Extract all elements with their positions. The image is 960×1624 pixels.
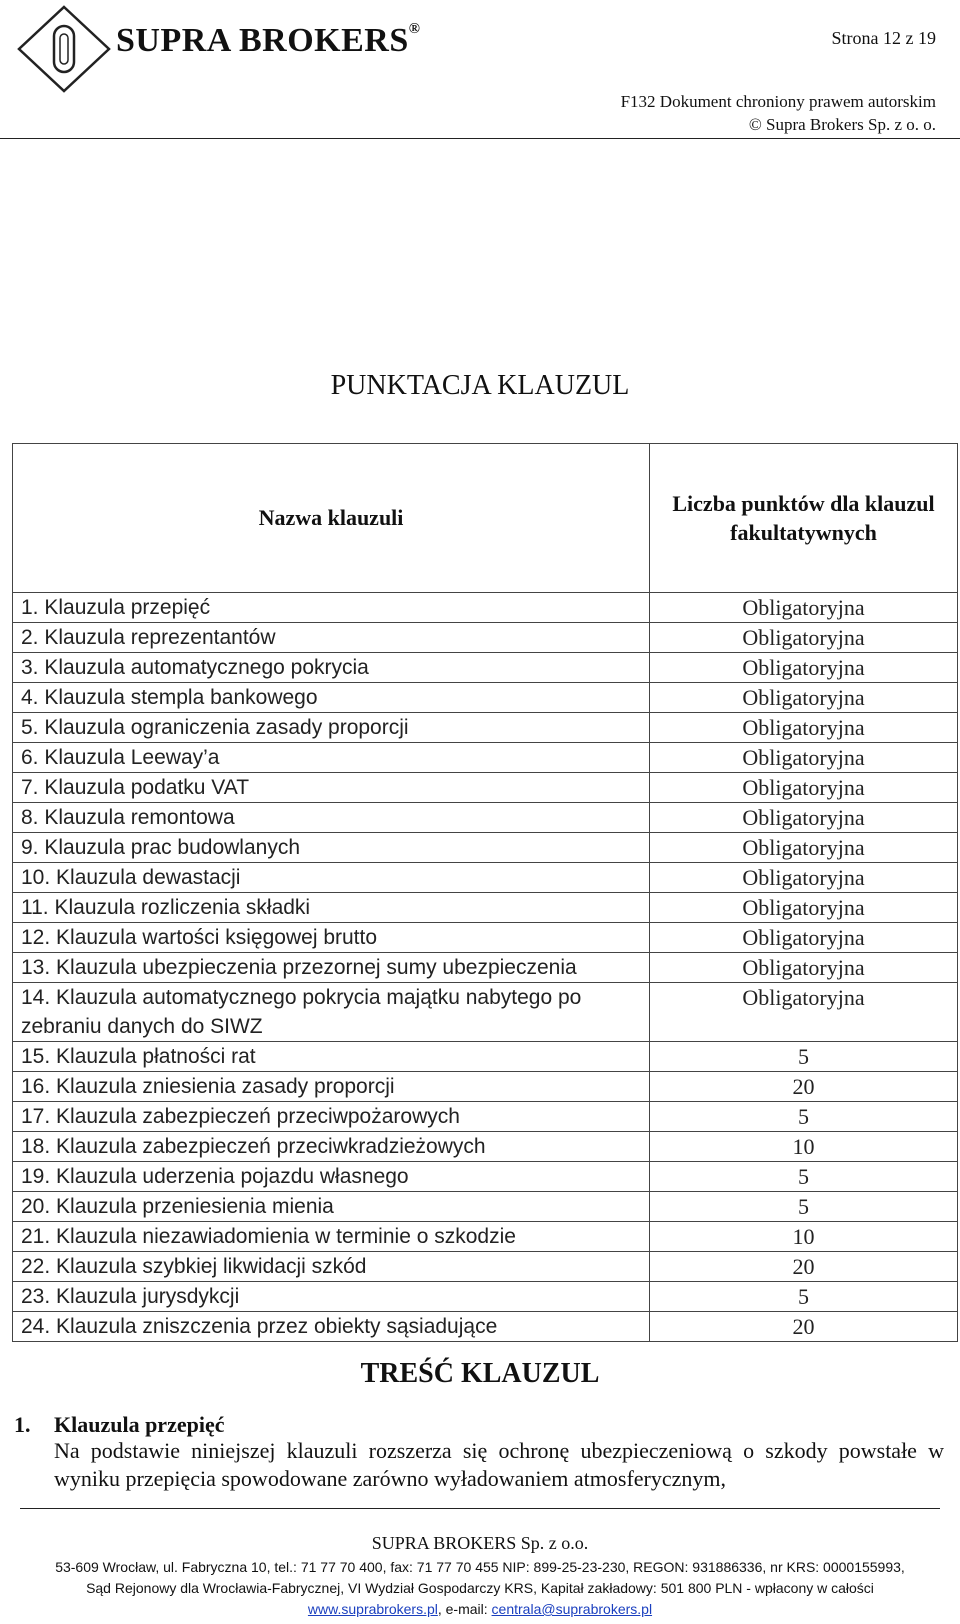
table-row — [13, 1252, 958, 1282]
table-row — [13, 1072, 958, 1102]
clause-name-cell: 2. Klauzula reprezentantów — [13, 623, 650, 653]
clause-name-cell: 24. Klauzula zniszczenia przez obiekty sąsiadujące — [13, 1312, 650, 1342]
table-row — [13, 1102, 958, 1132]
clause-points-cell: 10 — [650, 1132, 958, 1162]
clause-heading-text: Klauzula przepięć — [54, 1412, 225, 1437]
table-header-row — [13, 444, 958, 593]
clause-name-cell: 13. Klauzula ubezpieczenia przezornej sumy ubezpieczenia — [13, 953, 650, 983]
clause-points-cell: Obligatoryjna — [650, 923, 958, 953]
clause-points-table — [12, 443, 958, 1342]
clause-name-cell: 21. Klauzula niezawiadomienia w terminie o szkodzie — [13, 1222, 650, 1252]
footer-divider — [20, 1508, 940, 1509]
clause-name-cell: 10. Klauzula dewastacji — [13, 863, 650, 893]
clause-points-cell: Obligatoryjna — [650, 623, 958, 653]
table-row — [13, 1132, 958, 1162]
footer-registry: Sąd Rejonowy dla Wrocławia-Fabrycznej, VI Wydział Gospodarczy KRS, Kapitał zakładowy: 501 800 PLN - wpłacony w całości — [86, 1580, 874, 1596]
clause-points-cell: Obligatoryjna — [650, 593, 958, 623]
footer-contact — [0, 1601, 960, 1617]
column-header-points: Liczba punktów dla klauzul fakultatywnych — [650, 444, 958, 593]
clause-points-cell: Obligatoryjna — [650, 953, 958, 983]
table-row — [13, 623, 958, 653]
brand-text: SUPRA BROKERS — [116, 22, 409, 59]
clause-points-cell: 5 — [650, 1282, 958, 1312]
clause-points-cell: Obligatoryjna — [650, 713, 958, 743]
table-row — [13, 1192, 958, 1222]
page-title: PUNKTACJA KLAUZUL — [330, 370, 630, 401]
clause-name-cell: 5. Klauzula ograniczenia zasady proporcji — [13, 713, 650, 743]
brand-name — [116, 22, 420, 60]
clause-name-cell: 12. Klauzula wartości księgowej brutto — [13, 923, 650, 953]
clause-name-cell: 3. Klauzula automatycznego pokrycia — [13, 653, 650, 683]
clause-points-cell: Obligatoryjna — [650, 863, 958, 893]
table-row — [13, 683, 958, 713]
table-row — [13, 713, 958, 743]
table-row — [13, 893, 958, 923]
clause-points-cell: Obligatoryjna — [650, 773, 958, 803]
clause-name-cell: 18. Klauzula zabezpieczeń przeciwkradzieżowych — [13, 1132, 650, 1162]
table-row — [13, 593, 958, 623]
document-notice-line1: F132 Dokument chroniony prawem autorskim — [620, 92, 936, 111]
clause-name-cell: 16. Klauzula zniesienia zasady proporcji — [13, 1072, 650, 1102]
clause-name-cell: 8. Klauzula remontowa — [13, 803, 650, 833]
table-row — [13, 983, 958, 1042]
clause-name-cell: 11. Klauzula rozliczenia składki — [13, 893, 650, 923]
clause-points-cell: 20 — [650, 1252, 958, 1282]
clause-points-cell: Obligatoryjna — [650, 653, 958, 683]
table-row — [13, 923, 958, 953]
table-row — [13, 743, 958, 773]
clause-name-cell: 23. Klauzula jurysdykcji — [13, 1282, 650, 1312]
clause-points-cell: 5 — [650, 1042, 958, 1072]
column-header-clause-name: Nazwa klauzuli — [13, 444, 650, 593]
registered-mark: ® — [408, 20, 421, 37]
header-divider — [0, 138, 960, 139]
clause-name-cell: 7. Klauzula podatku VAT — [13, 773, 650, 803]
clause-name-cell: 17. Klauzula zabezpieczeń przeciwpożarowych — [13, 1102, 650, 1132]
clause-name-cell: 1. Klauzula przepięć — [13, 593, 650, 623]
email-label: , e-mail: — [437, 1601, 492, 1617]
clause-name-cell: 9. Klauzula prac budowlanych — [13, 833, 650, 863]
clause-points-cell: 5 — [650, 1192, 958, 1222]
clause-points-cell: Obligatoryjna — [650, 803, 958, 833]
clause-points-cell: Obligatoryjna — [650, 833, 958, 863]
table-body — [13, 593, 958, 1342]
table-row — [13, 1222, 958, 1252]
table-row — [13, 773, 958, 803]
table-row — [13, 1042, 958, 1072]
clause-name-cell: 22. Klauzula szybkiej likwidacji szkód — [13, 1252, 650, 1282]
clause-name-cell: 6. Klauzula Leeway’a — [13, 743, 650, 773]
table-row — [13, 863, 958, 893]
website-link[interactable]: www.suprabrokers.pl — [307, 1601, 438, 1617]
footer-company: SUPRA BROKERS Sp. z o.o. — [371, 1533, 589, 1553]
document-notice-line2: © Supra Brokers Sp. z o. o. — [748, 115, 936, 134]
clause-heading — [14, 1412, 224, 1438]
clause-points-cell: Obligatoryjna — [650, 983, 958, 1042]
clause-name-cell: 15. Klauzula płatności rat — [13, 1042, 650, 1072]
clause-points-cell: 5 — [650, 1162, 958, 1192]
section-title: TREŚĆ KLAUZUL — [360, 1358, 600, 1389]
page-number: Strona 12 z 19 — [831, 28, 936, 48]
email-link[interactable]: centrala@suprabrokers.pl — [491, 1601, 653, 1617]
footer-address: 53-609 Wrocław, ul. Fabryczna 10, tel.: 71 77 70 400, fax: 71 77 70 455 NIP: 899-25-23-230, REGON: 931886336, nr KRS: 0000155993, — [55, 1559, 905, 1575]
clause-points-cell: 20 — [650, 1312, 958, 1342]
table-row — [13, 1162, 958, 1192]
clause-points-cell: Obligatoryjna — [650, 683, 958, 713]
table-row — [13, 1312, 958, 1342]
table-row — [13, 833, 958, 863]
clause-points-cell: 5 — [650, 1102, 958, 1132]
document-notice — [621, 90, 936, 136]
clause-name-cell: 4. Klauzula stempla bankowego — [13, 683, 650, 713]
clause-text: Na podstawie niniejszej klauzuli rozszerza się ochronę ubezpieczeniową o szkody powstałe w wyniku przepięcia spowodowane zarówno wyładowaniem atmosferycznym, — [54, 1438, 944, 1491]
table-row — [13, 653, 958, 683]
table-row — [13, 1282, 958, 1312]
table-row — [13, 953, 958, 983]
clause-points-cell: Obligatoryjna — [650, 743, 958, 773]
clause-number: 1. — [14, 1412, 31, 1437]
table-row — [13, 803, 958, 833]
clause-points-cell: Obligatoryjna — [650, 893, 958, 923]
clause-points-cell: 10 — [650, 1222, 958, 1252]
clause-points-cell: 20 — [650, 1072, 958, 1102]
supra-brokers-logo-icon — [16, 4, 112, 94]
clause-name-cell: 14. Klauzula automatycznego pokrycia majątku nabytego po zebraniu danych do SIWZ — [13, 983, 650, 1042]
clause-name-cell: 19. Klauzula uderzenia pojazdu własnego — [13, 1162, 650, 1192]
clause-name-cell: 20. Klauzula przeniesienia mienia — [13, 1192, 650, 1222]
